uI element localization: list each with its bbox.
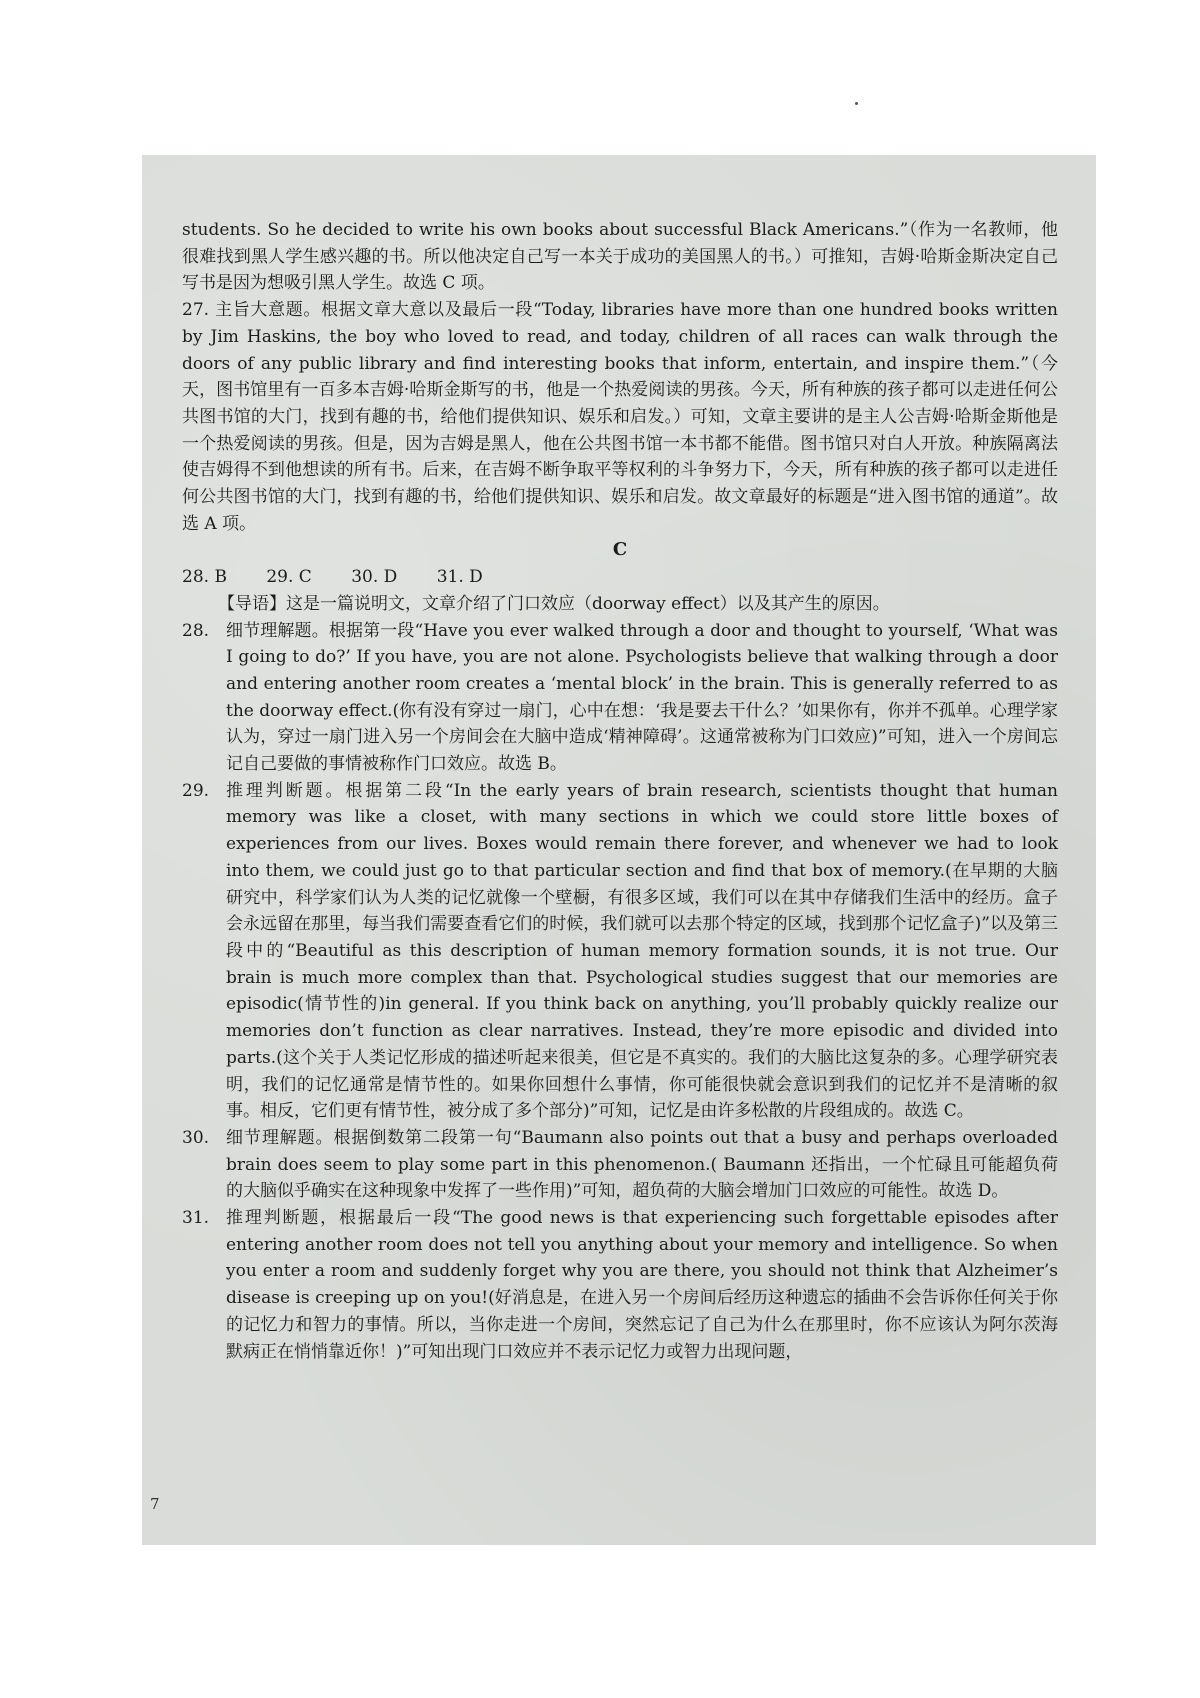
answer-explanations <box>182 217 1058 1365</box>
paragraph-26-tail: students. So he decided to write his own books about successful Black Americans.”（作为一名教师，他很难找到黑人学生感兴趣的书。所以他决定自己写一本关于成功的美国黑人的书。）可推知，吉姆·哈斯金斯决定自己写书是因为想吸引黑人学生。故选 C 项。 <box>182 220 1058 294</box>
page-number: 7 <box>150 1495 160 1513</box>
item-number: 30. <box>182 1127 210 1148</box>
item-number: 28. <box>182 620 210 641</box>
item-text: 细节理解题。根据倒数第二段第一句“Baumann also points out that a busy and perhaps overloaded brain does seem to play some part in this phenomenon.( Baumann 还指出，一个忙碌且可能超负荷的大脑似乎确实在这种现象中发挥了一些作用)”可知，超负荷的大脑会增加门口效应的可能性。故选 D。 <box>226 1127 1058 1202</box>
explanation-28 <box>182 618 1058 778</box>
answer-31: 31. D <box>436 567 483 588</box>
answer-28: 28. B <box>182 567 227 588</box>
section-c-title: C <box>612 539 628 561</box>
item-text: 细节理解题。根据第一段“Have you ever walked through a door and thought to yourself, ‘What was I going to do?’ If you have, you are not alone. Psychologists believe that walking through a door and entering another room creates a ‘mental block’ in the brain. This is generally referred to as the doorway effect.(你有没有穿过一扇门，心中在想：‘我是要去干什么？’如果你有，你并不孤单。心理学家认为，穿过一扇门进入另一个房间会在大脑中造成‘精神障碍’。这通常被称为门口效应)”可知，进入一个房间忘记自己要做的事情被称作门口效应。故选 B。 <box>226 620 1058 775</box>
answer-key <box>182 564 1058 591</box>
answer-30: 30. D <box>351 567 398 588</box>
explanation-29 <box>182 778 1058 1125</box>
scanned-page <box>142 155 1096 1545</box>
explanation-31 <box>182 1205 1058 1365</box>
paragraph-27: 27. 主旨大意题。根据文章大意以及最后一段“Today, libraries have more than one hundred books written by Jim Haskins, the boy who loved to read, and today, children of all races can walk through the doors of any public library and find interesting books that inform, entertain, and inspire them.”（今天，图书馆里有一百多本吉姆·哈斯金斯写的书，他是一个热爱阅读的男孩。今天，所有种族的孩子都可以走进任何公共图书馆的大门，找到有趣的书，给他们提供知识、娱乐和启发。）可知，文章主要讲的是主人公吉姆·哈斯金斯他是一个热爱阅读的男孩。但是，因为吉姆是黑人，他在公共图书馆一本书都不能借。图书馆只对白人开放。种族隔离法使吉姆得不到他想读的所有书。后来，在吉姆不断争取平等权利的斗争努力下，今天，所有种族的孩子都可以走进任何公共图书馆的大门，找到有趣的书，给他们提供知识、娱乐和启发。故文章最好的标题是“进入图书馆的通道”。故选 A 项。 <box>182 300 1058 534</box>
item-number: 29. <box>182 780 210 801</box>
item-text: 推理判断题，根据最后一段“The good news is that experiencing such forgettable episodes after entering another room does not tell you anything about your memory and intelligence. So when you enter a room and suddenly forget why you are there, you should not think that Alzheimer’s disease is creeping up on you!(好消息是，在进入另一个房间后经历这种遗忘的插曲不会告诉你任何关于你的记忆力和智力的事情。所以，当你走进一个房间，突然忘记了自己为什么在那里时，你不应该认为阿尔茨海默病正在悄悄靠近你！)”可知出现门口效应并不表示记忆力或智力出现问题， <box>226 1208 1058 1362</box>
item-text: 推理判断题。根据第二段“In the early years of brain research, scientists thought that human memory was like a closet, with many sections in which we could store little boxes of experiences from our lives. Boxes would remain there forever, and whenever we had to look into them, we could just go to that particular section and find that box of memory.(在早期的大脑研究中，科学家们认为人类的记忆就像一个壁橱，有很多区域，我们可以在其中存储我们生活中的经历。盒子会永远留在那里，每当我们需要查看它们的时候，我们就可以去那个特定的区域，找到那个记忆盒子)”以及第三段中的“Beautiful as this description of human memory formation sounds, it is not true. Our brain is much more complex than that. Psychological studies suggest that our memories are episodic(情节性的)in general. If you think back on anything, you’ll probably quickly realize our memories don’t function as clear narratives. Instead, they’re more episodic and divided into parts.(这个关于人类记忆形成的描述听起来很美，但它是不真实的。我们的大脑比这复杂的多。心理学研究表明，我们的记忆通常是情节性的。如果你回想什么事情，你可能很快就会意识到我们的记忆并不是清晰的叙事。相反，它们更有情节性，被分成了多个部分)”可知，记忆是由许多松散的片段组成的。故选 C。 <box>226 780 1058 1122</box>
answer-29: 29. C <box>266 567 312 588</box>
guide-intro: 【导语】这是一篇说明文，文章介绍了门口效应（doorway effect）以及其产生的原因。 <box>218 593 890 614</box>
item-number: 31. <box>182 1208 210 1229</box>
top-mark <box>855 102 858 105</box>
explanation-30 <box>182 1125 1058 1205</box>
